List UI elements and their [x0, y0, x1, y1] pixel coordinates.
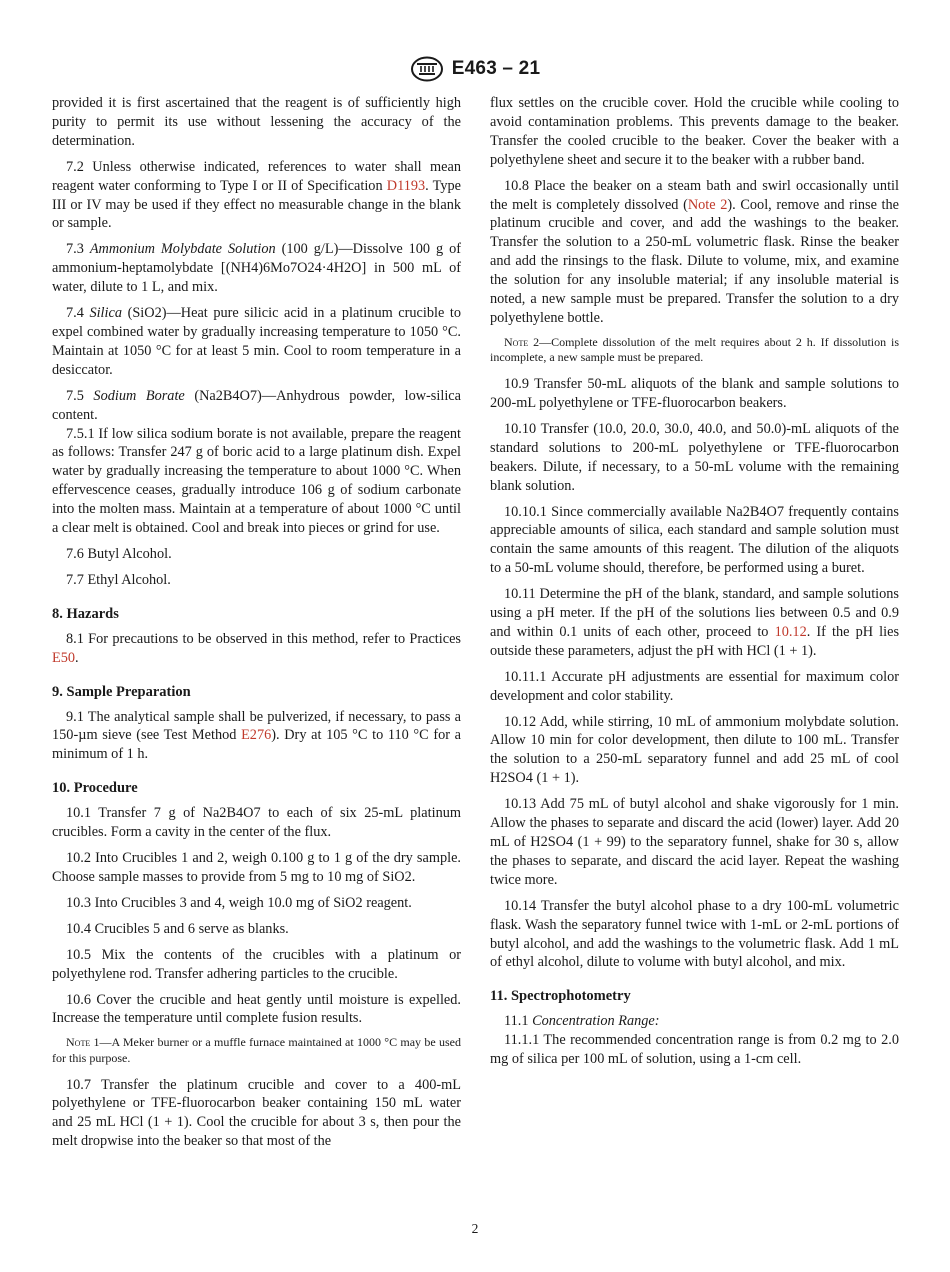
page-number: 2	[471, 1221, 479, 1236]
left-column	[52, 94, 461, 1158]
heading-spectrophotometry: 11. Spectrophotometry	[490, 988, 631, 1005]
section-7-7: 7.7 Ethyl Alcohol.	[66, 571, 171, 588]
section-10-4: 10.4 Crucibles 5 and 6 serve as blanks.	[66, 920, 289, 937]
section-7-3: 7.3 Ammonium Molybdate Solution (100 g/L)—Dissolve 100 g of ammonium-heptamolybdate [(NH4)6Mo7O24·4H2O] in 500 mL of water, dilute to 1 L, and mix.	[52, 241, 462, 296]
link-e276[interactable]: E276	[241, 727, 272, 744]
link-e50[interactable]: E50	[52, 649, 76, 666]
astm-logo-icon	[410, 56, 444, 82]
section-10-11: 10.11 Determine the pH of the blank, standard, and sample solutions using a pH meter. If the pH of the solutions lies between 0.5 and 0.9 and within 0.1 units of each other, proceed to 10.12. If the pH lies outside these parameters, adjust the pH with HCl (1 + 1).	[490, 586, 900, 659]
section-11-1: 11.1 Concentration Range:	[504, 1013, 660, 1030]
section-10-1: 10.1 Transfer 7 g of Na2B4O7 to each of six 25-mL platinum crucibles. Form a cavity in the center of the flux.	[52, 805, 461, 841]
section-9-1: 9.1 The analytical sample shall be pulverized, if necessary, to pass a 150-µm sieve (see Test Method E276). Dry at 105 °C to 110 °C for a minimum of 1 h.	[52, 708, 462, 763]
section-10-10-1: 10.10.1 Since commercially available Na2B4O7 frequently contains appreciable amounts of silica, each standard and sample solution must contain the same amounts of this reagent. The dilution of the aliquots to a 50-mL volume should, therefore, be performed using a buret.	[490, 503, 899, 577]
section-10-5: 10.5 Mix the contents of the crucibles with a platinum or polyethylene rod. Transfer adhering particles to the crucible.	[52, 946, 461, 982]
heading-sample-preparation: 9. Sample Preparation	[52, 683, 191, 700]
document-designation: E463 – 21	[451, 58, 541, 79]
section-10-14: 10.14 Transfer the butyl alcohol phase to a dry 100-mL volumetric flask. Wash the separatory funnel twice with 1-mL or 2-mL portions of butyl alcohol, and add the washings to the volumetric flask. Add 1 mL of ethyl alcohol, dilute to volume with butyl alcohol, and mix.	[490, 897, 899, 971]
link-note-2[interactable]: Note 2	[687, 196, 728, 213]
section-7-4: 7.4 Silica (SiO2)—Heat pure silicic acid in a platinum crucible to expel combined water by gradually increasing temperature to 1050 °C. Maintain at 1050 °C for at least 5 min. Cool to room temperature in a desiccator.	[52, 305, 461, 378]
heading-hazards: 8. Hazards	[52, 605, 119, 622]
section-10-9: 10.9 Transfer 50-mL aliquots of the blank and sample solutions to 200-mL polyethylene or TFE-fluorocarbon beakers.	[490, 376, 899, 411]
section-10-12: 10.12 Add, while stirring, 10 mL of ammonium molybdate solution. Allow 10 min for color development, then dilute to 100 mL. Transfer the solution to a 250-mL separatory funnel and add 25 mL of cool H2SO4 (1 + 1).	[490, 713, 899, 787]
link-d1193[interactable]: D1193	[386, 177, 426, 194]
section-10-6: 10.6 Cover the crucible and heat gently until moisture is expelled. Increase the temperature until complete fusion results.	[52, 991, 461, 1027]
section-7-5-1: 7.5.1 If low silica sodium borate is not available, prepare the reagent as follows: Transfer 247 g of boric acid to a large platinum dish. Expel water by gradually increasing the temperature to about 1000 °C. When effervescence ceases, gradually introduce 106 g of sodium carbonate into the molten mass. Maintain at a temperature of about 1000 °C until a clear melt is obtained. Cool and break into pieces or grind for use.	[52, 425, 461, 537]
section-7-5: 7.5 Sodium Borate (Na2B4O7)—Anhydrous powder, low-silica content.	[52, 387, 461, 423]
note-1: Note 1—A Meker burner or a muffle furnace maintained at 1000 °C may be used for this purpose.	[52, 1035, 461, 1065]
section-10-11-1: 10.11.1 Accurate pH adjustments are essential for maximum color development and color stability.	[490, 668, 899, 704]
section-10-3: 10.3 Into Crucibles 3 and 4, weigh 10.0 mg of SiO2 reagent.	[66, 894, 412, 911]
note-2: Note 2—Complete dissolution of the melt requires about 2 h. If dissolution is incomplete, a new sample must be prepared.	[490, 334, 899, 365]
paragraph-continued-right: flux settles on the crucible cover. Hold the crucible while cooling to avoid contamination problems. This prevents damage to the beaker. Transfer the cooled crucible to the beaker. Cover the beaker with a polyethylene sheet and secure it to the beaker with a rubber band.	[490, 95, 899, 168]
section-7-2: 7.2 Unless otherwise indicated, references to water shall mean reagent water conforming to Type I or II of Specification D1193. Type III or IV may be used if they effect no measurable change in the blank or sample.	[52, 158, 461, 232]
section-7-6: 7.6 Butyl Alcohol.	[66, 545, 172, 562]
paragraph-continued: provided it is first ascertained that the reagent is of sufficiently high purity to permit its use without lessening the accuracy of the determination.	[52, 95, 461, 149]
section-10-10: 10.10 Transfer (10.0, 20.0, 30.0, 40.0, and 50.0)-mL aliquots of the standard solutions to 200-mL polyethylene or TFE-fluorocarbon beakers. Dilute, if necessary, to a 50-mL volume with the remaining blank solution.	[490, 420, 899, 494]
section-10-7: 10.7 Transfer the platinum crucible and cover to a 400-mL polyethylene or TFE-fluorocarbon beaker containing 150 mL water and 25 mL HCl (1 + 1). Cool the crucible for about 3 s, then pour the melt dropwise into the beaker so that most of the	[52, 1076, 461, 1150]
right-column	[490, 94, 899, 1076]
page-header	[0, 54, 950, 84]
section-11-1-1: 11.1.1 The recommended concentration range is from 0.2 mg to 2.0 mg of silica per 100 mL of solution, using a 1-cm cell.	[490, 1032, 899, 1068]
section-10-13: 10.13 Add 75 mL of butyl alcohol and shake vigorously for 1 min. Allow the phases to separate and discard the acid (lower) layer. Add 20 mL of H2SO4 (1 + 99) to the separatory funnel, shake for 30 s, allow the phases to separate, and discard the acid layer. Repeat the washing twice more.	[490, 796, 899, 888]
heading-procedure: 10. Procedure	[52, 780, 138, 797]
section-10-8: 10.8 Place the beaker on a steam bath and swirl occasionally until the melt is completely dissolved (Note 2). Cool, remove and rinse the platinum crucible and cover, and add the washings to the beaker. Transfer the solution to a 250-mL volumetric flask. Rinse the beaker and add the rinsings to the flask. Dilute to volume, mix, and examine the solution for any insoluble material; if any insoluble material is noted, a new sample must be prepared. Transfer the solution to a dry polyethylene bottle.	[490, 177, 900, 326]
section-10-2: 10.2 Into Crucibles 1 and 2, weigh 0.100 g to 1 g of the dry sample. Choose sample masses to provide from 5 mg to 10 mg of SiO2.	[52, 850, 461, 885]
section-8-1: 8.1 For precautions to be observed in this method, refer to Practices E50.	[52, 630, 461, 666]
link-10-12[interactable]: 10.12	[774, 623, 807, 640]
